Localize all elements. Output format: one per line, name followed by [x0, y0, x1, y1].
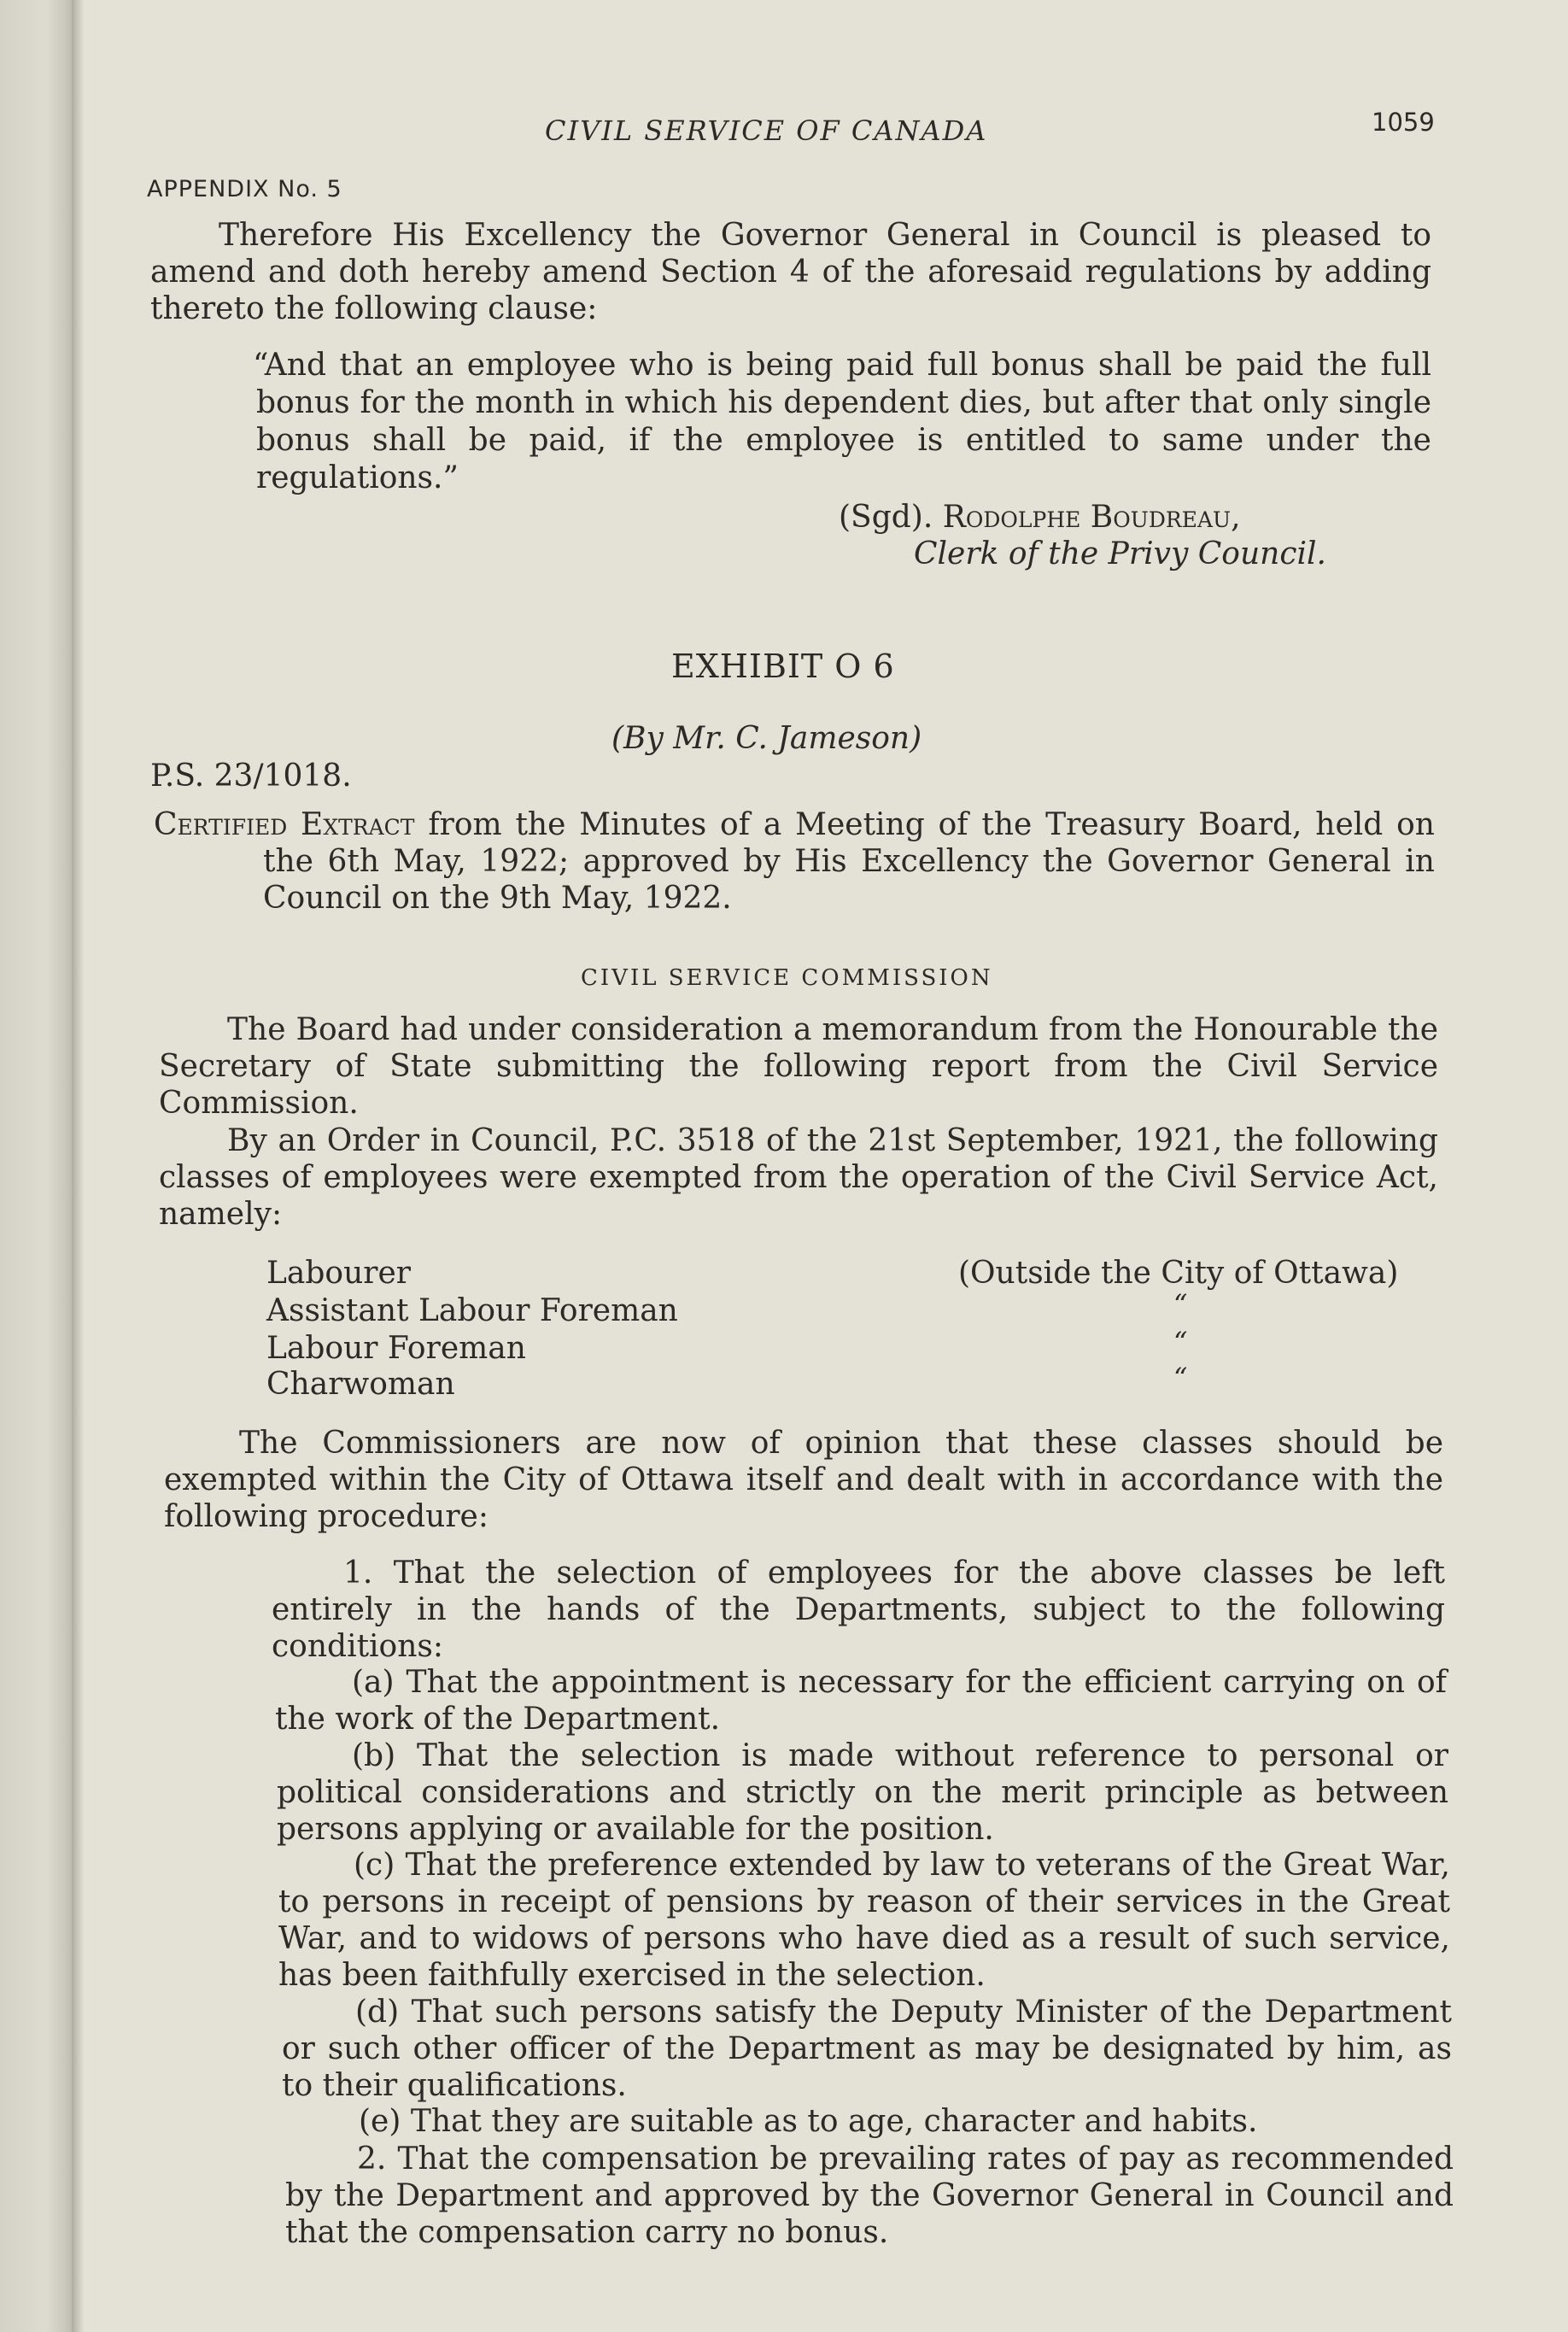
signature-title: Clerk of the Privy Council.	[914, 536, 1326, 571]
certified-extract	[154, 806, 1435, 917]
signature-prefix: (Sgd).	[839, 500, 933, 535]
condition-a: (a) That the appointment is necessary for the efficient carrying on of the work of the Department.	[275, 1665, 1447, 1737]
ditto-mark: “	[1173, 1362, 1188, 1394]
class-name: Labour Foreman	[266, 1331, 526, 1366]
condition-b: (b) That the selection is made without reference to personal or political considerations and strictly on the merit principle as between persons applying or available for the position.	[277, 1738, 1448, 1847]
condition-d: (d) That such persons satisfy the Deputy Minister of the Department or such other officer of the Department as may be designated by him, as to their qualifications.	[282, 1995, 1452, 2103]
class-location: (Outside the City of Ottawa)	[958, 1256, 1399, 1291]
board-paragraph: The Board had under consideration a memorandum from the Honourable the Secretary of State submitting the following report from the Civil Service Commission.	[159, 1012, 1438, 1121]
file-reference: P.S. 23/1018.	[150, 759, 352, 794]
procedure-item-1: 1. That the selection of employees for the above classes be left entirely in the hands of the Departments, subject to the following conditions:	[272, 1556, 1445, 1664]
quoted-clause: “And that an employee who is being paid full bonus shall be paid the full bonus for the month in which his dependent dies, but after that only single bonus shall be paid, if the employee is entitled to same under the regulations.”	[253, 348, 1431, 495]
order-paragraph: Therefore His Excellency the Governor General in Council is pleased to amend and doth hereby amend Section 4 of the aforesaid regulations by adding thereto the following clause:	[150, 218, 1431, 326]
extract-text: from the Minutes of a Meeting of the Treasury Board, held on the 6th May, 1922; approved by His Excellency the Governor General in Council on the 9th May, 1922.	[263, 807, 1435, 916]
running-header: CIVIL SERVICE OF CANADA	[545, 114, 988, 147]
class-name: Labourer	[266, 1256, 411, 1291]
condition-c: (c) That the preference extended by law to veterans of the Great War, to persons in receipt of pensions by reason of their services in the Great War, and to widows of persons who have died as a result of such service, has been faithfully exercised in the selection.	[278, 1848, 1450, 1993]
ditto-mark: “	[1173, 1288, 1188, 1321]
signature-line	[839, 500, 1241, 535]
ditto-mark: “	[1173, 1326, 1188, 1358]
order-in-council-paragraph: By an Order in Council, P.C. 3518 of the 21st September, 1921, the following classes of employees were exempted from the operation of the Civil Service Act, namely:	[159, 1123, 1438, 1232]
signature-name: Rodolphe Boudreau,	[942, 500, 1241, 535]
procedure-item-2: 2. That the compensation be prevailing rates of pay as recommended by the Department and approved by the Governor General in Council and that the compensation carry no bonus.	[285, 2142, 1454, 2250]
exhibit-title: EXHIBIT O 6	[671, 647, 895, 685]
exhibit-byline: (By Mr. C. Jameson)	[611, 721, 922, 756]
appendix-label: APPENDIX No. 5	[147, 176, 342, 202]
section-subheading: CIVIL SERVICE COMMISSION	[581, 965, 993, 991]
page-number: 1059	[1372, 108, 1435, 137]
class-name: Charwoman	[266, 1367, 455, 1402]
class-name: Assistant Labour Foreman	[266, 1293, 678, 1328]
condition-e: (e) That they are suitable as to age, character and habits.	[359, 2104, 1258, 2139]
commissioners-paragraph: The Commissioners are now of opinion that these classes should be exempted within the City of Ottawa itself and dealt with in accordance with the following procedure:	[164, 1426, 1443, 1534]
extract-lead: Certified Extract	[154, 807, 415, 842]
